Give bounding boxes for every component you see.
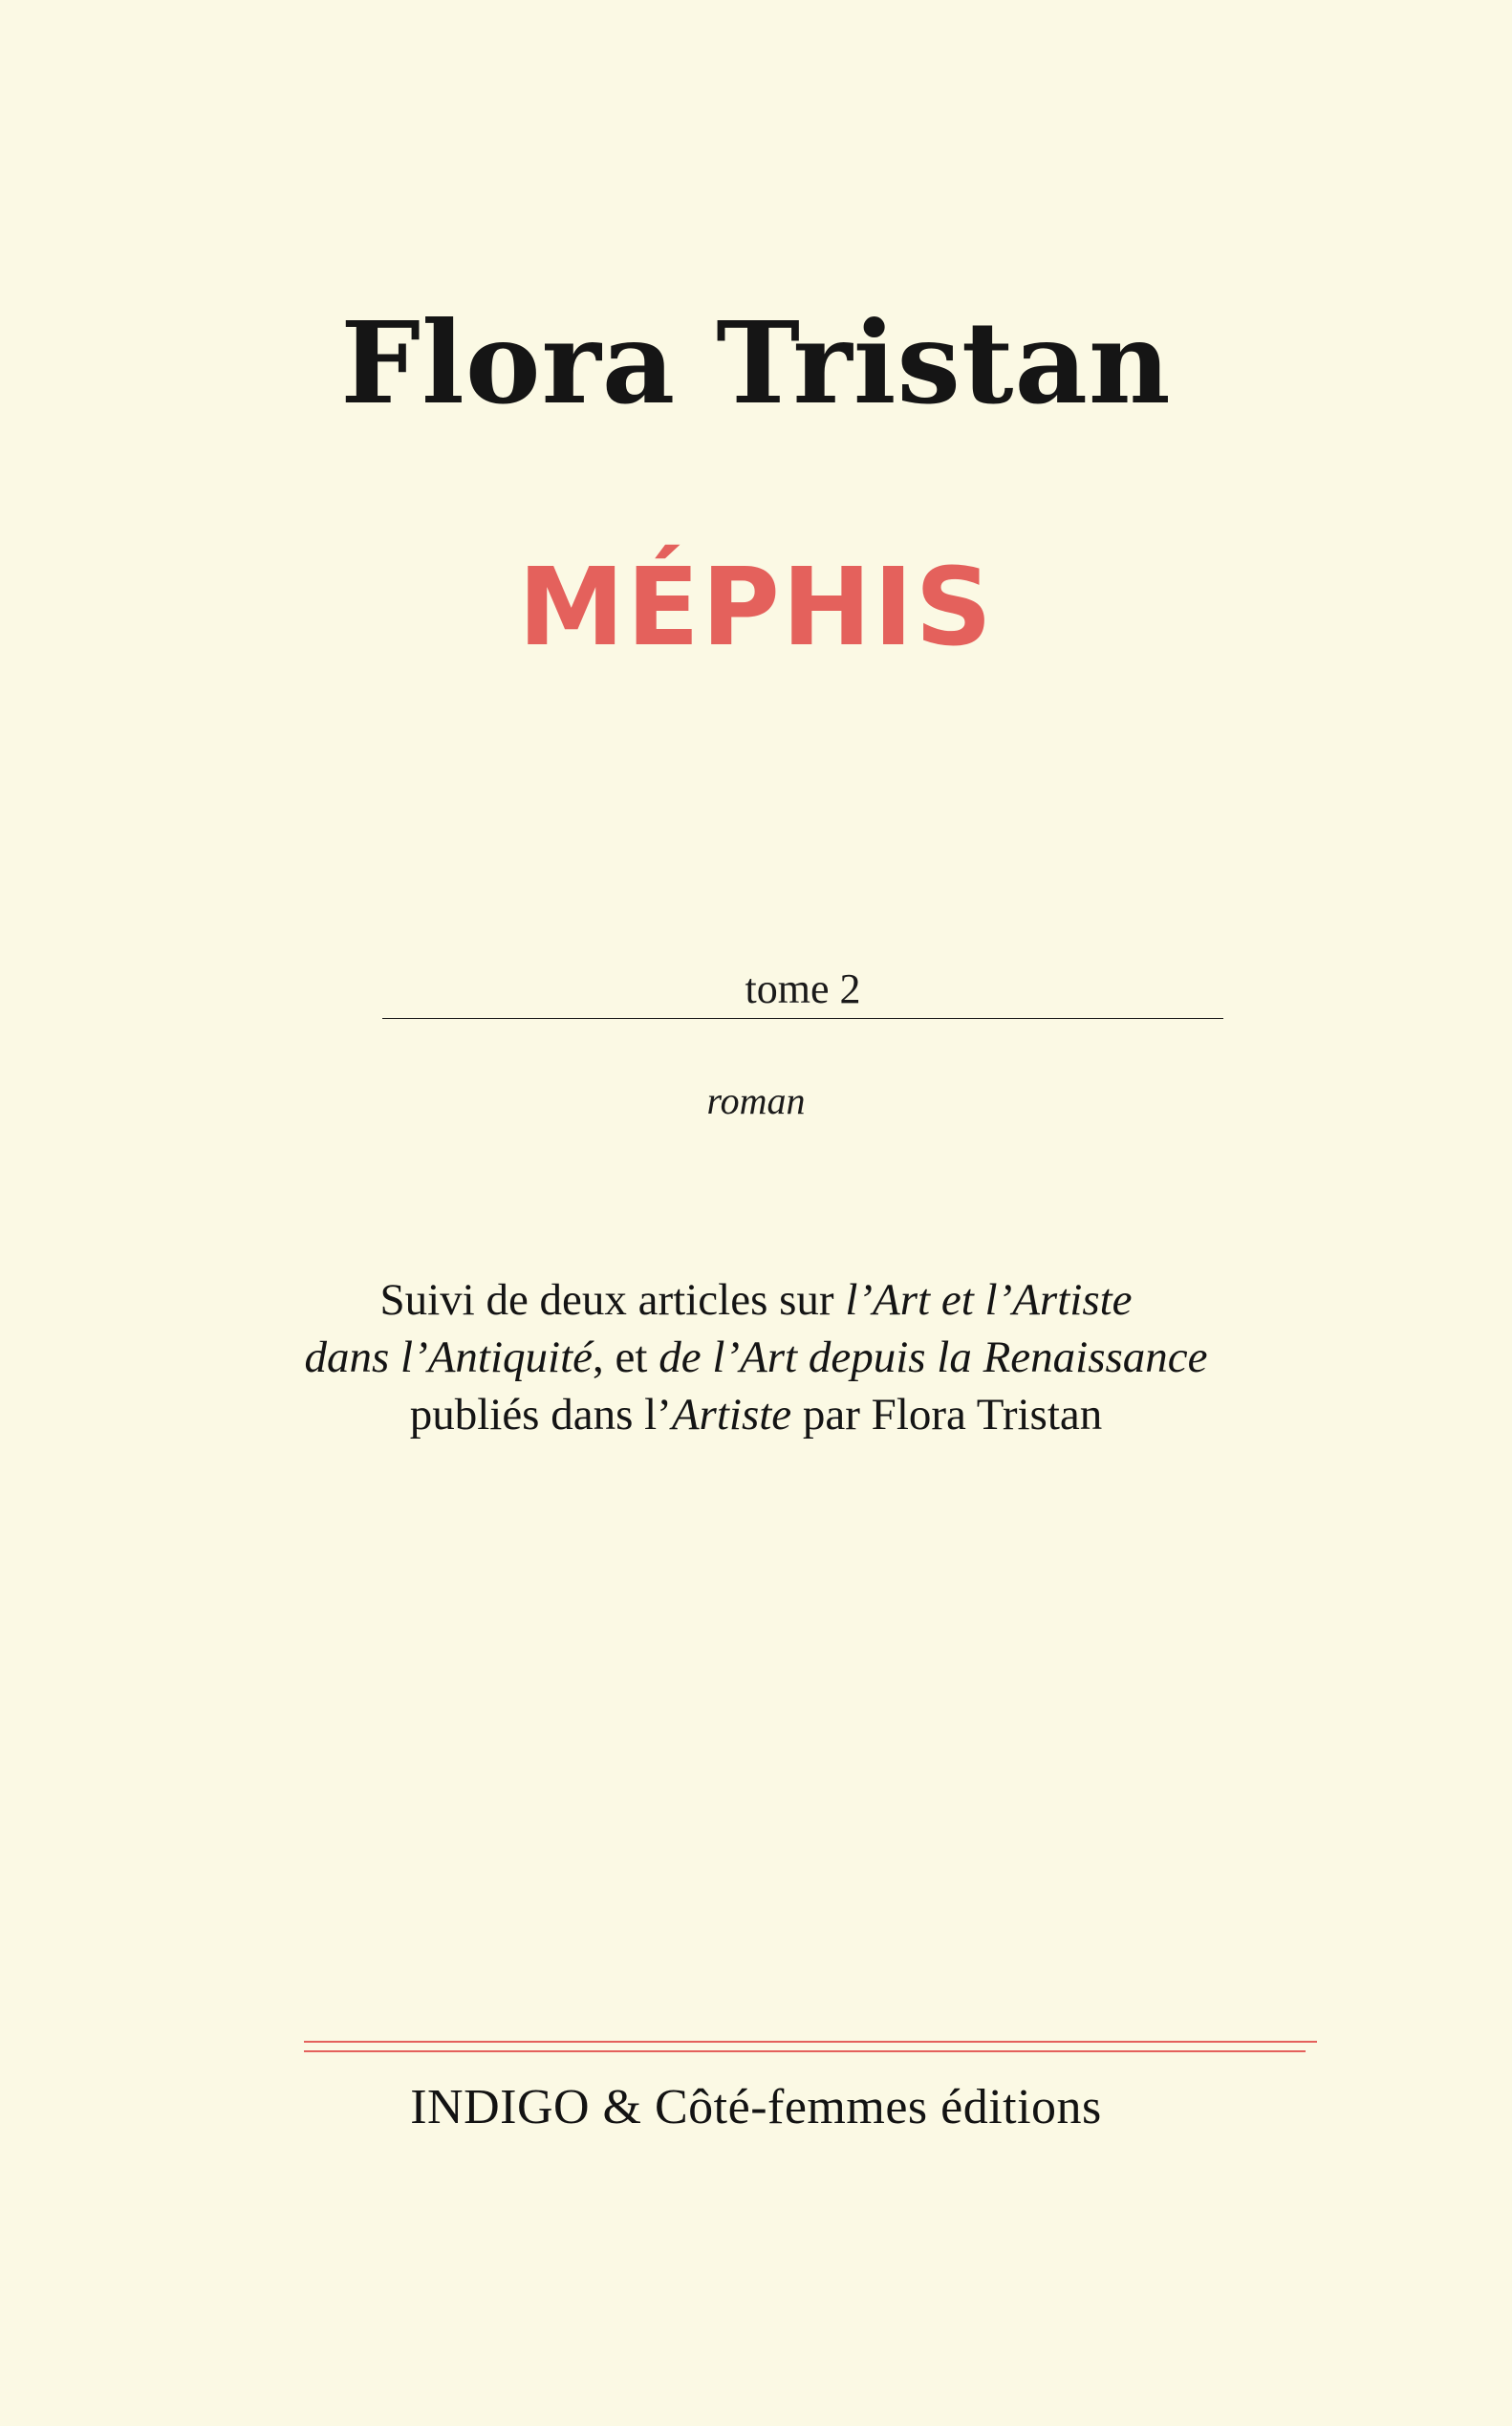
author-name: Flora Tristan (340, 296, 1172, 429)
horizontal-rule (382, 1018, 1223, 1019)
volume-block (382, 951, 1223, 1018)
subtitle-line1-plain: Suivi de deux articles sur (379, 1275, 846, 1325)
subtitle-line2-plain: , et (593, 1332, 659, 1383)
volume-label: tome 2 (723, 964, 884, 1013)
subtitle-line1-italic: l’Art et l’Artiste (845, 1275, 1133, 1325)
publisher-double-rule (304, 2041, 1317, 2054)
publisher-name: INDIGO & Côté-femmes éditions (410, 2080, 1102, 2134)
publisher-rule-bottom (304, 2050, 1306, 2052)
book-title: MÉPHIS (517, 546, 995, 670)
subtitle-line3-plain-a: publiés dans l’ (409, 1390, 672, 1440)
volume-label-wrapper (382, 964, 1223, 1013)
subtitle-block (191, 1271, 1321, 1443)
publisher-rule-top (304, 2041, 1317, 2043)
subtitle-line3-italic: Artiste (671, 1390, 792, 1440)
genre-label: roman (706, 1079, 806, 1122)
subtitle-line3-plain-b: par Flora Tristan (791, 1390, 1103, 1440)
subtitle-line2-italic-a: dans l’Antiquité (304, 1332, 594, 1383)
subtitle-line2-italic-b: de l’Art depuis la Renaissance (659, 1332, 1208, 1383)
